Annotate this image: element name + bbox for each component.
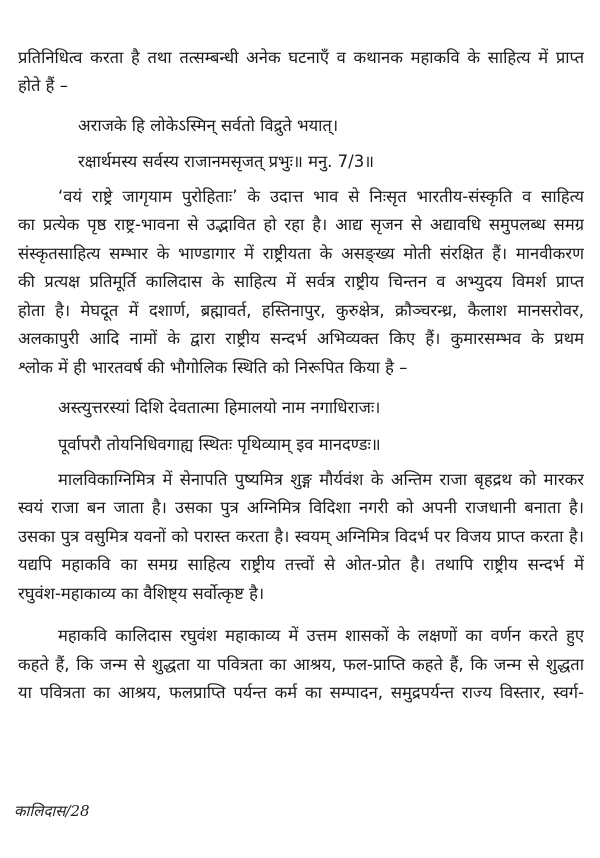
verse-line: पूर्वापरौ तोयनिधिवगाह्य स्थितः पृथिव्याम् इव मानदण्डः॥ bbox=[58, 435, 381, 454]
text-line: की प्रत्यक्ष प्रतिमूर्ति कालिदास के साहित्य में सर्वत्र राष्ट्रीय चिन्तन व अभ्युदय विमर्श प्राप्त bbox=[18, 272, 584, 291]
text-line: या पवित्रता का आश्रय, फलप्राप्ति पर्यन्त कर्म का सम्पादन, समुद्रपर्यन्त राज्य विस्तार, स्वर्ग- bbox=[18, 683, 584, 702]
verse-line: रक्षार्थमस्य सर्वस्य राजानमसृजत् प्रभुः॥ मनु. 7/3॥ bbox=[78, 152, 375, 171]
verse-line: अराजके हि लोकेऽस्मिन् सर्वतो विद्रुते भयात्। bbox=[78, 116, 339, 135]
text-line: होता है। मेघदूत में दशार्ण, ब्रह्मावर्त, हस्तिनापुर, कुरुक्षेत्र, क्रौञ्चरन्ध्र, कैलाश मानसरोवर, bbox=[18, 301, 584, 320]
text-line: उसका पुत्र वसुमित्र यवनों को परास्त करता है। स्वयम् अग्निमित्र विदर्भ पर विजय प्राप्त करता है। bbox=[18, 527, 584, 546]
text-line: श्लोक में ही भारतवर्ष की भौगोलिक स्थिति को निरूपित किया है – bbox=[18, 358, 408, 377]
verse-line: अस्त्युत्तरस्यां दिशि देवतात्मा हिमालयो नाम नगाधिराजः। bbox=[58, 398, 381, 417]
text-line: रघुवंश-महाकाव्य का वैशिष्ट्य सर्वोत्कृष्ट है। bbox=[18, 584, 265, 603]
text-line: स्वयं राजा बन जाता है। उसका पुत्र अग्निमित्र विदिशा नगरी को अपनी राजधानी बनाता है। bbox=[18, 498, 584, 517]
paragraph-first-line: मालविकाग्निमित्र में सेनापति पुष्यमित्र शुङ्ग मौर्यवंश के अन्तिम राजा बृहद्रथ को मारकर bbox=[58, 470, 584, 489]
text-line: अलकापुरी आदि नामों के द्वारा राष्ट्रीय सन्दर्भ अभिव्यक्त किए हैं। कुमारसम्भव के प्रथम bbox=[18, 329, 584, 348]
text-line: संस्कृतसाहित्य सम्भार के भाण्डागार में राष्ट्रीयता के असङ्ख्य मोती संरक्षित हैं। मानवीकरण bbox=[18, 244, 584, 263]
paragraph-first-line: महाकवि कालिदास रघुवंश महाकाव्य में उत्तम शासकों के लक्षणों का वर्णन करते हुए bbox=[58, 626, 584, 645]
page-footer: कालिदास/28 bbox=[14, 802, 90, 820]
text-line: यद्यपि महाकवि का समग्र साहित्य राष्ट्रीय तत्त्वों से ओत-प्रोत है। तथापि राष्ट्रीय सन्दर्भ में bbox=[18, 555, 584, 574]
text-line: का प्रत्येक पृष्ठ राष्ट्र-भावना से उद्भावित हो रहा है। आद्य सृजन से अद्यावधि समुपलब्ध समग्र bbox=[18, 215, 584, 234]
text-line: कहते हैं, कि जन्म से शुद्धता या पवित्रता का आश्रय, फल-प्राप्ति कहते हैं, कि जन्म से शुद्धता bbox=[18, 655, 584, 674]
text-line: होते हैं – bbox=[18, 76, 68, 95]
text-line: प्रतिनिधित्व करता है तथा तत्सम्बन्धी अनेक घटनाएँ व कथानक महाकवि के साहित्य में प्राप्त bbox=[18, 48, 584, 67]
paragraph-first-line: ‘वयं राष्ट्रे जागृयाम पुरोहिताः’ के उदात्त भाव से निःसृत भारतीय-संस्कृति व साहित्य bbox=[58, 187, 584, 206]
